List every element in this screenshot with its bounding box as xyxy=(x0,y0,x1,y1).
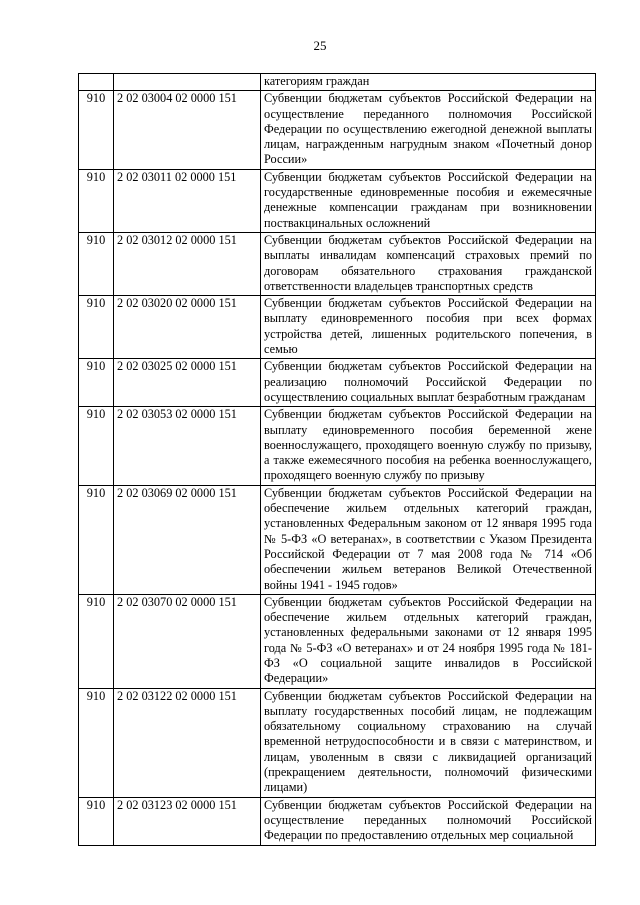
revenue-name-cell: Субвенции бюджетам субъектов Российской Федерации на выплаты инвалидам компенсаций страховых премий по договорам обязательного страхования гражданской ответственности владельцев транспортных средств xyxy=(261,232,596,295)
table-row xyxy=(79,594,596,688)
admin-code-cell: 910 xyxy=(79,797,114,845)
revenue-codes-table xyxy=(78,73,596,846)
revenue-name-cell: Субвенции бюджетам субъектов Российской Федерации на реализацию полномочий Российской Федерации по осуществлению социальных выплат безработным гражданам xyxy=(261,359,596,407)
admin-code-cell: 910 xyxy=(79,91,114,169)
revenue-name-cell: Субвенции бюджетам субъектов Российской Федерации на осуществление переданного полномочия Российской Федерации по осуществлению ежегодной денежной выплаты лицам, награжденным нагрудным знаком «Почетный донор России» xyxy=(261,91,596,169)
admin-code-cell: 910 xyxy=(79,169,114,232)
revenue-code-cell: 2 02 03122 02 0000 151 xyxy=(114,688,261,797)
revenue-name-cell: Субвенции бюджетам субъектов Российской Федерации на обеспечение жильем отдельных категорий граждан, установленных федеральными законами от 12 января 1995 года № 5-ФЗ «О ветеранах» и от 24 ноября 1995 года № 181-ФЗ «О социальной защите инвалидов в Российской Федерации» xyxy=(261,594,596,688)
revenue-code-cell xyxy=(114,74,261,91)
revenue-code-cell: 2 02 03012 02 0000 151 xyxy=(114,232,261,295)
revenue-code-cell: 2 02 03004 02 0000 151 xyxy=(114,91,261,169)
table-row xyxy=(79,169,596,232)
revenue-name-cell: Субвенции бюджетам субъектов Российской Федерации на выплату государственных пособий лицам, не подлежащим обязательному социальному страхованию на случай временной нетрудоспособности и в связи с материнством, и лицам, уволенным в связи с ликвидацией организаций (прекращением деятельности, полномочий физическими лицами) xyxy=(261,688,596,797)
revenue-code-cell: 2 02 03020 02 0000 151 xyxy=(114,296,261,359)
admin-code-cell xyxy=(79,74,114,91)
table-row xyxy=(79,91,596,169)
table-row xyxy=(79,232,596,295)
table-row xyxy=(79,407,596,485)
admin-code-cell: 910 xyxy=(79,296,114,359)
admin-code-cell: 910 xyxy=(79,407,114,485)
revenue-name-cell: Субвенции бюджетам субъектов Российской Федерации на государственные единовременные пособия и ежемесячные денежные компенсации гражданам при возникновении поствакцинальных осложнений xyxy=(261,169,596,232)
table-row xyxy=(79,485,596,594)
revenue-name-cell: Субвенции бюджетам субъектов Российской Федерации на выплату единовременного пособия при всех формах устройства детей, лишенных родительского попечения, в семью xyxy=(261,296,596,359)
revenue-name-cell: Субвенции бюджетам субъектов Российской Федерации на обеспечение жильем отдельных категорий граждан, установленных Федеральным законом от 12 января 1995 года № 5-ФЗ «О ветеранах», в соответствии с Указом Президента Российской Федерации от 7 мая 2008 года № 714 «Об обеспечении жильем ветеранов Великой Отечественной войны 1941 - 1945 годов» xyxy=(261,485,596,594)
revenue-code-cell: 2 02 03053 02 0000 151 xyxy=(114,407,261,485)
admin-code-cell: 910 xyxy=(79,485,114,594)
table-row xyxy=(79,296,596,359)
table-row xyxy=(79,74,596,91)
revenue-name-cell: Субвенции бюджетам субъектов Российской Федерации на выплату единовременного пособия беременной жене военнослужащего, проходящего военную службу по призыву, а также ежемесячного пособия на ребенка военнослужащего, проходящего военную службу по призыву xyxy=(261,407,596,485)
table-row xyxy=(79,359,596,407)
table-row xyxy=(79,688,596,797)
revenue-code-cell: 2 02 03025 02 0000 151 xyxy=(114,359,261,407)
revenue-name-cell: категориям граждан xyxy=(261,74,596,91)
admin-code-cell: 910 xyxy=(79,359,114,407)
revenue-code-cell: 2 02 03069 02 0000 151 xyxy=(114,485,261,594)
admin-code-cell: 910 xyxy=(79,594,114,688)
revenue-name-cell: Субвенции бюджетам субъектов Российской Федерации на осуществление переданных полномочий Российской Федерации по предоставлению отдельных мер социальной xyxy=(261,797,596,845)
admin-code-cell: 910 xyxy=(79,688,114,797)
table-body xyxy=(79,74,596,846)
revenue-code-cell: 2 02 03123 02 0000 151 xyxy=(114,797,261,845)
page-number: 25 xyxy=(313,38,327,53)
table-row xyxy=(79,797,596,845)
admin-code-cell: 910 xyxy=(79,232,114,295)
revenue-code-cell: 2 02 03011 02 0000 151 xyxy=(114,169,261,232)
revenue-code-cell: 2 02 03070 02 0000 151 xyxy=(114,594,261,688)
